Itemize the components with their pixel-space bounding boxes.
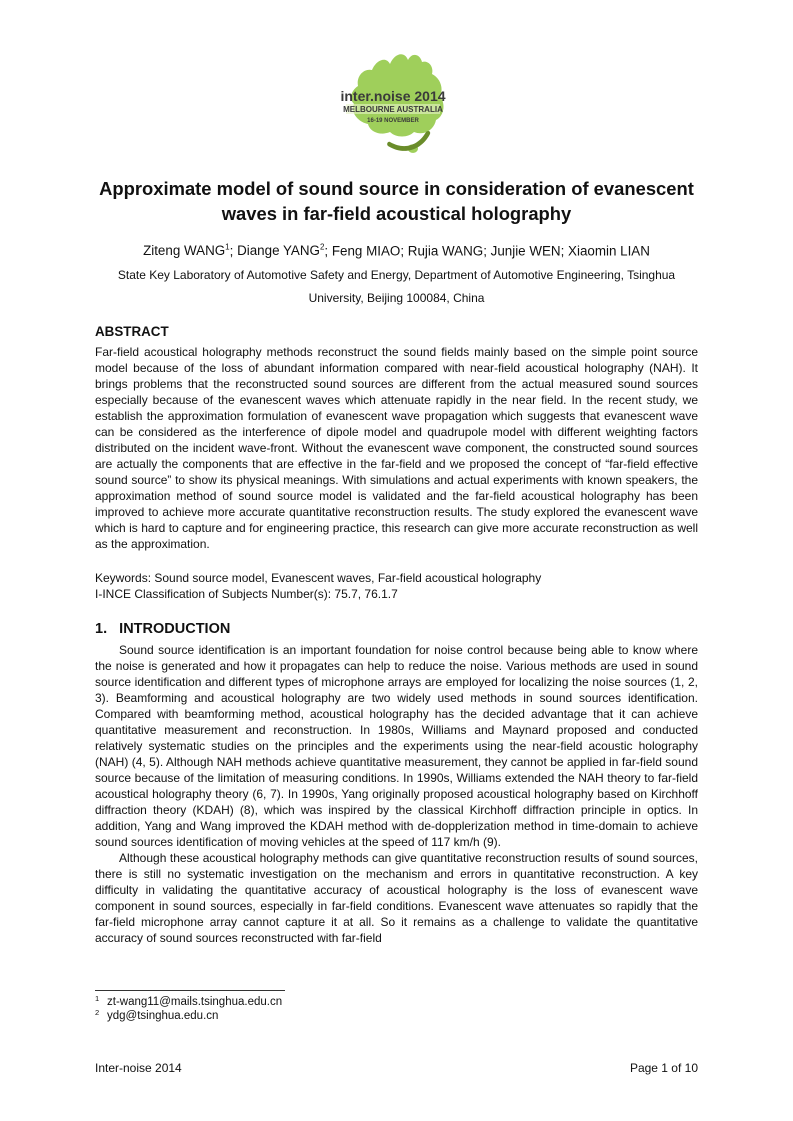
footnote-1: [95, 995, 282, 1009]
author-affiliation-marker: 1: [225, 243, 230, 252]
author-list: Ziteng WANG$^1$; Diange YANG$^2$; Feng MIAO; Rujia WANG; Junjie WEN; Xiaomin LIAN: [143, 243, 650, 259]
paper-title: Approximate model of sound source in consideration of evanescent waves in far-field acoustical holography: [99, 178, 694, 224]
keywords: Keywords: Sound source model, Evanescent waves, Far-field acoustical holography: [95, 571, 542, 585]
author: [237, 243, 324, 258]
affiliation-line-1: State Key Laboratory of Automotive Safety and Energy, Department of Automotive Engineering, Tsinghua: [117, 268, 676, 282]
affiliation: [95, 264, 698, 310]
footnote-marker: 2: [95, 1008, 100, 1017]
footnote-2: [95, 1009, 282, 1023]
logo-line2: MELBOURNE AUSTRALIA: [343, 105, 443, 114]
author: [568, 243, 650, 258]
affiliation-line-2: University, Beijing 100084, China: [308, 291, 485, 305]
author: [332, 243, 400, 258]
page-number: Page 1 of 10: [629, 1061, 698, 1075]
footnote-email[interactable]: ydg@tsinghua.edu.cn: [107, 1010, 219, 1022]
footer-conference: Inter-noise 2014: [95, 1061, 182, 1075]
intro-paragraph: Although these acoustical holography methods can give quantitative reconstruction results of sound sources, there is still no systematic investigation on the mechanism and errors in quantitative reconstruction. A key difficulty in validating the quantitative accuracy of acoustical holography is the loss of evanescent wave component in sound sources, especially in far-field conditions. Evanescent wave attenuates so rapidly that the far-field microphone array cannot capture it at all. So it remains as a challenge to validate the quantitative accuracy of sound sources reconstructed with far-field: [95, 851, 698, 945]
author-name: Xiaomin LIAN: [568, 243, 650, 259]
keywords-block: [95, 570, 698, 602]
author: [408, 243, 483, 258]
author-name: Junjie WEN: [490, 243, 561, 259]
logo-line3: 16-19 NOVEMBER: [367, 118, 419, 124]
footnote-divider: [95, 990, 285, 991]
author-name: Diange YANG: [237, 243, 320, 259]
abstract-text: Far-field acoustical holography methods reconstruct the sound fields mainly based on the simple point source model because of the loss of abundant information compared with near-field acoustical holography (NAH). It brings problems that the reconstructed sound sources are different from the actual measured sound sources especially because of the evanescent waves which attenuate rapidly in the near field. In the recent study, we establish the approximation formulation of evanescent wave propagation which suggests that evanescent wave can be considered as the interference of dipole model and quadrupole model with different weighting factors distributed on the incident wave-front. Without the evanescent wave component, the constructed sound sources are actually the components that are effective in the far-field and we proposed the concept of “far-field effective sound source” to show its physical meanings. With simulations and actual experiments with known speakers, the approximation method of sound source model is validated and the far-field acoustical holography has been improved to achieve more accurate quantitative reconstruction results. The study explored the evanescent wave which is hard to capture and for engineering practice, this research can give more accurate reconstruction as well as the approximation.: [95, 345, 698, 551]
logo-line1: inter.noise 2014: [340, 88, 446, 104]
footnote-marker: 1: [95, 994, 100, 1003]
author: [143, 243, 230, 258]
author-name: Ziteng WANG: [143, 243, 226, 259]
australia-map-logo: [328, 46, 458, 164]
abstract-heading: ABSTRACT: [95, 324, 169, 339]
introduction-body: [95, 642, 698, 946]
author-name: Feng MIAO: [331, 243, 401, 259]
footnote-email[interactable]: zt-wang11@mails.tsinghua.edu.cn: [107, 996, 283, 1008]
author-affiliation-marker: 2: [319, 243, 325, 252]
intro-paragraph: Sound source identification is an important foundation for noise control because being able to know where the noise is generated and how it propagates can help to reduce the noise. Various methods are used in sound source identification and different types of microphone arrays are employed for localizing the noise sources (1, 2, 3). Beamforming and acoustical holography are two widely used methods in sound sources identification. Compared with beamforming method, acoustical holography has the decided advantage that it can achieve quantitative measurement and reconstruction. In 1980s, Williams and Maynard proposed and conducted relatively systematic studies on the principles and the experiments using the near-field acoustic holography (NAH) (4, 5). Although NAH methods achieve quantitative measurement, they cannot be applied in far-field sound source because of the limitation of measuring conditions. In 1990s, Williams extended the NAH theory to far-field acoustical holography theory (6, 7). In 1990s, Yang originally proposed acoustical holography based on Kirchhoff diffraction theory (KDAH) (8), which was inspired by the classical Kirchhoff diffraction principle in optics. In addition, Yang and Wang improved the KDAH method with de-dopplerization method in time-domain to achieve sound sources identification of moving vehicles at the speed of 117 km/h (9).: [95, 643, 698, 849]
footnotes: [95, 995, 282, 1023]
classification: I-INCE Classification of Subjects Number(s): 75.7, 76.1.7: [95, 587, 398, 601]
author: [491, 243, 561, 258]
conference-logo: [328, 46, 458, 164]
section-heading-introduction: 1. INTRODUCTION: [95, 621, 231, 637]
author-name: Rujia WANG: [407, 243, 484, 259]
